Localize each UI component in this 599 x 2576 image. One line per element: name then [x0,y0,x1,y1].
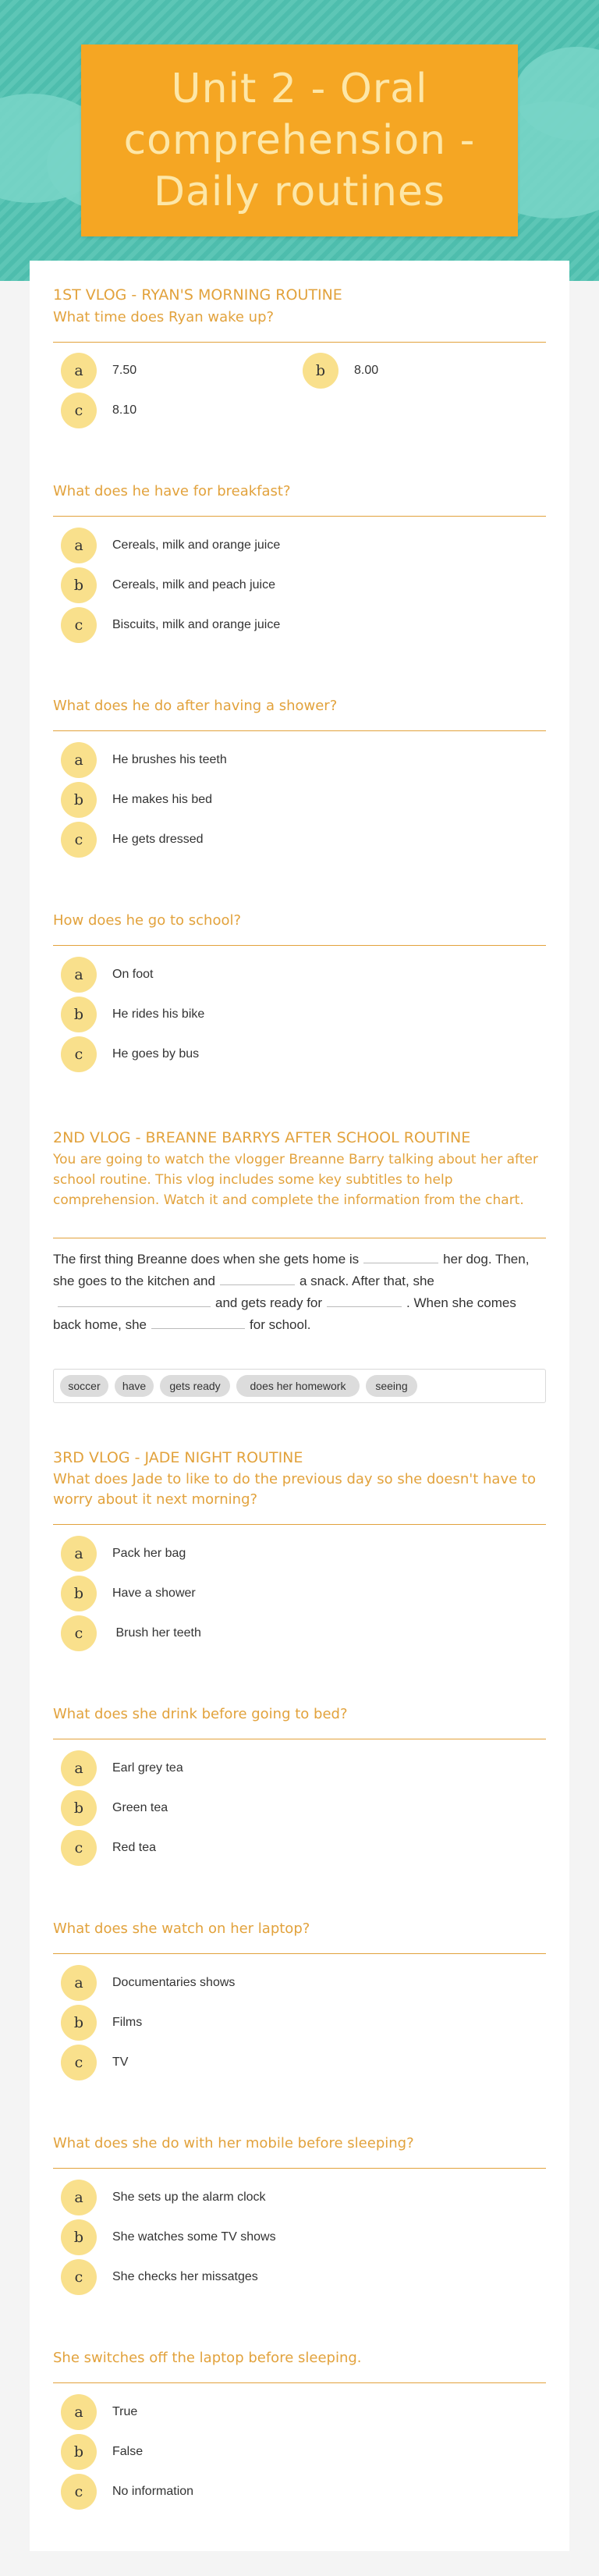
option-b-label[interactable]: Films [112,2016,143,2029]
word-chip[interactable]: gets ready [160,1375,230,1397]
divider [53,2382,546,2383]
divider [53,1524,546,1525]
option-c-label[interactable]: No information [112,2485,194,2498]
option-b-bubble[interactable]: b [61,2434,97,2470]
divider [53,945,546,946]
option-b-label[interactable]: He makes his bed [112,793,213,806]
option-c-label[interactable]: Red tea [112,1841,157,1854]
option-c-bubble[interactable]: c [61,1615,97,1651]
question-7: What does she watch on her laptop? [53,1920,310,1937]
blank-drop-zone[interactable] [327,1294,402,1307]
fill-text: for school. [250,1317,311,1332]
option-c-bubble[interactable]: c [61,2259,97,2295]
title-box [81,44,518,236]
word-chip[interactable]: have [115,1375,154,1397]
option-a-bubble[interactable]: a [61,1965,97,2001]
question-5: What does Jade to like to do the previous day so she doesn't have to worry about it next morning? [53,1471,536,1508]
page-title: Unit 2 - Oral comprehension - Daily routines [123,66,476,215]
option-a-bubble[interactable]: a [61,742,97,778]
option-c-bubble[interactable]: c [61,2045,97,2080]
option-a-label[interactable]: Earl grey tea [112,1761,183,1775]
option-c-bubble[interactable]: c [61,393,97,428]
divider [53,516,546,517]
word-chip[interactable]: soccer [60,1375,108,1397]
divider [53,342,546,343]
option-a-label[interactable]: True [112,2405,138,2418]
question-8: What does she do with her mobile before sleeping? [53,2135,414,2151]
option-c-bubble[interactable]: c [61,822,97,858]
divider [53,730,546,731]
fill-text: her dog. Then, she goes to the kitchen and [53,1252,530,1288]
option-b-bubble[interactable]: b [61,782,97,818]
blank-drop-zone[interactable] [58,1294,211,1307]
fill-text: The first thing Breanne does when she gets home is [53,1252,360,1267]
fill-in-paragraph [53,1249,546,1336]
option-a-bubble[interactable]: a [61,2180,97,2215]
option-b-bubble[interactable]: b [61,567,97,603]
option-c-bubble[interactable]: c [61,2474,97,2510]
option-b-label[interactable]: Cereals, milk and peach juice [112,578,275,592]
option-a-label[interactable]: Cereals, milk and orange juice [112,538,281,552]
option-b-label[interactable]: 8.00 [354,364,379,377]
option-a-label[interactable]: Documentaries shows [112,1976,236,1989]
section-header-vlog1: 1ST VLOG - RYAN'S MORNING ROUTINE [53,286,342,304]
word-chip[interactable]: seeing [366,1375,417,1397]
section-header-vlog3: 3RD VLOG - JADE NIGHT ROUTINE [53,1449,303,1466]
option-c-label[interactable]: She checks her missatges [112,2270,258,2283]
option-c-label[interactable]: He gets dressed [112,833,204,846]
question-9: She switches off the laptop before sleeping. [53,2350,362,2366]
option-a-label[interactable]: 7.50 [112,364,137,377]
word-bank [53,1369,546,1403]
option-b-label[interactable]: Have a shower [112,1586,196,1600]
divider [53,1953,546,1954]
blank-drop-zone[interactable] [220,1272,295,1285]
option-b-bubble[interactable]: b [303,353,338,389]
option-c-bubble[interactable]: c [61,1830,97,1866]
option-a-bubble[interactable]: a [61,1750,97,1786]
blank-drop-zone[interactable] [363,1250,438,1263]
option-b-label[interactable]: False [112,2445,144,2458]
question-1: What time does Ryan wake up? [53,309,275,325]
section-header-vlog2: 2ND VLOG - BREANNE BARRYS AFTER SCHOOL ROUTINE [53,1129,471,1146]
header-banner [0,0,599,281]
option-c-label[interactable]: Biscuits, milk and orange juice [112,618,281,631]
word-chip[interactable]: does her homework [236,1375,360,1397]
option-a-bubble[interactable]: a [61,957,97,993]
option-b-label[interactable]: She watches some TV shows [112,2230,276,2244]
question-6: What does she drink before going to bed? [53,1706,348,1722]
option-a-label[interactable]: Pack her bag [112,1547,186,1560]
option-c-label[interactable]: 8.10 [112,403,137,417]
option-b-bubble[interactable]: b [61,2005,97,2041]
option-a-bubble[interactable]: a [61,353,97,389]
blank-drop-zone[interactable] [151,1316,245,1329]
option-a-bubble[interactable]: a [61,1536,97,1572]
option-c-bubble[interactable]: c [61,1036,97,1072]
option-b-bubble[interactable]: b [61,1790,97,1826]
option-c-bubble[interactable]: c [61,607,97,643]
option-b-bubble[interactable]: b [61,1576,97,1611]
divider [53,2168,546,2169]
option-a-bubble[interactable]: a [61,528,97,563]
option-a-label[interactable]: She sets up the alarm clock [112,2190,266,2204]
option-a-label[interactable]: He brushes his teeth [112,753,227,766]
option-b-bubble[interactable]: b [61,997,97,1032]
fill-text: a snack. After that, she [299,1274,434,1288]
fill-text: and gets ready for [215,1295,323,1310]
option-b-bubble[interactable]: b [61,2219,97,2255]
worksheet [30,261,569,2551]
option-c-label[interactable]: Brush her teeth [112,1626,201,1640]
question-2: What does he have for breakfast? [53,483,291,499]
vlog2-instructions: You are going to watch the vlogger Breanne Barry talking about her after school routine. This vlog includes some key subtitles to help comprehension. Watch it and complete the information from the chart. [53,1152,538,1208]
option-a-label[interactable]: On foot [112,968,154,981]
question-3: What does he do after having a shower? [53,698,338,714]
option-b-label[interactable]: He rides his bike [112,1007,205,1021]
fill-text: . When she comes back home, she [53,1295,516,1332]
option-b-label[interactable]: Green tea [112,1801,168,1814]
option-a-bubble[interactable]: a [61,2394,97,2430]
option-c-label[interactable]: TV [112,2055,129,2069]
question-4: How does he go to school? [53,912,242,929]
option-c-label[interactable]: He goes by bus [112,1047,200,1061]
